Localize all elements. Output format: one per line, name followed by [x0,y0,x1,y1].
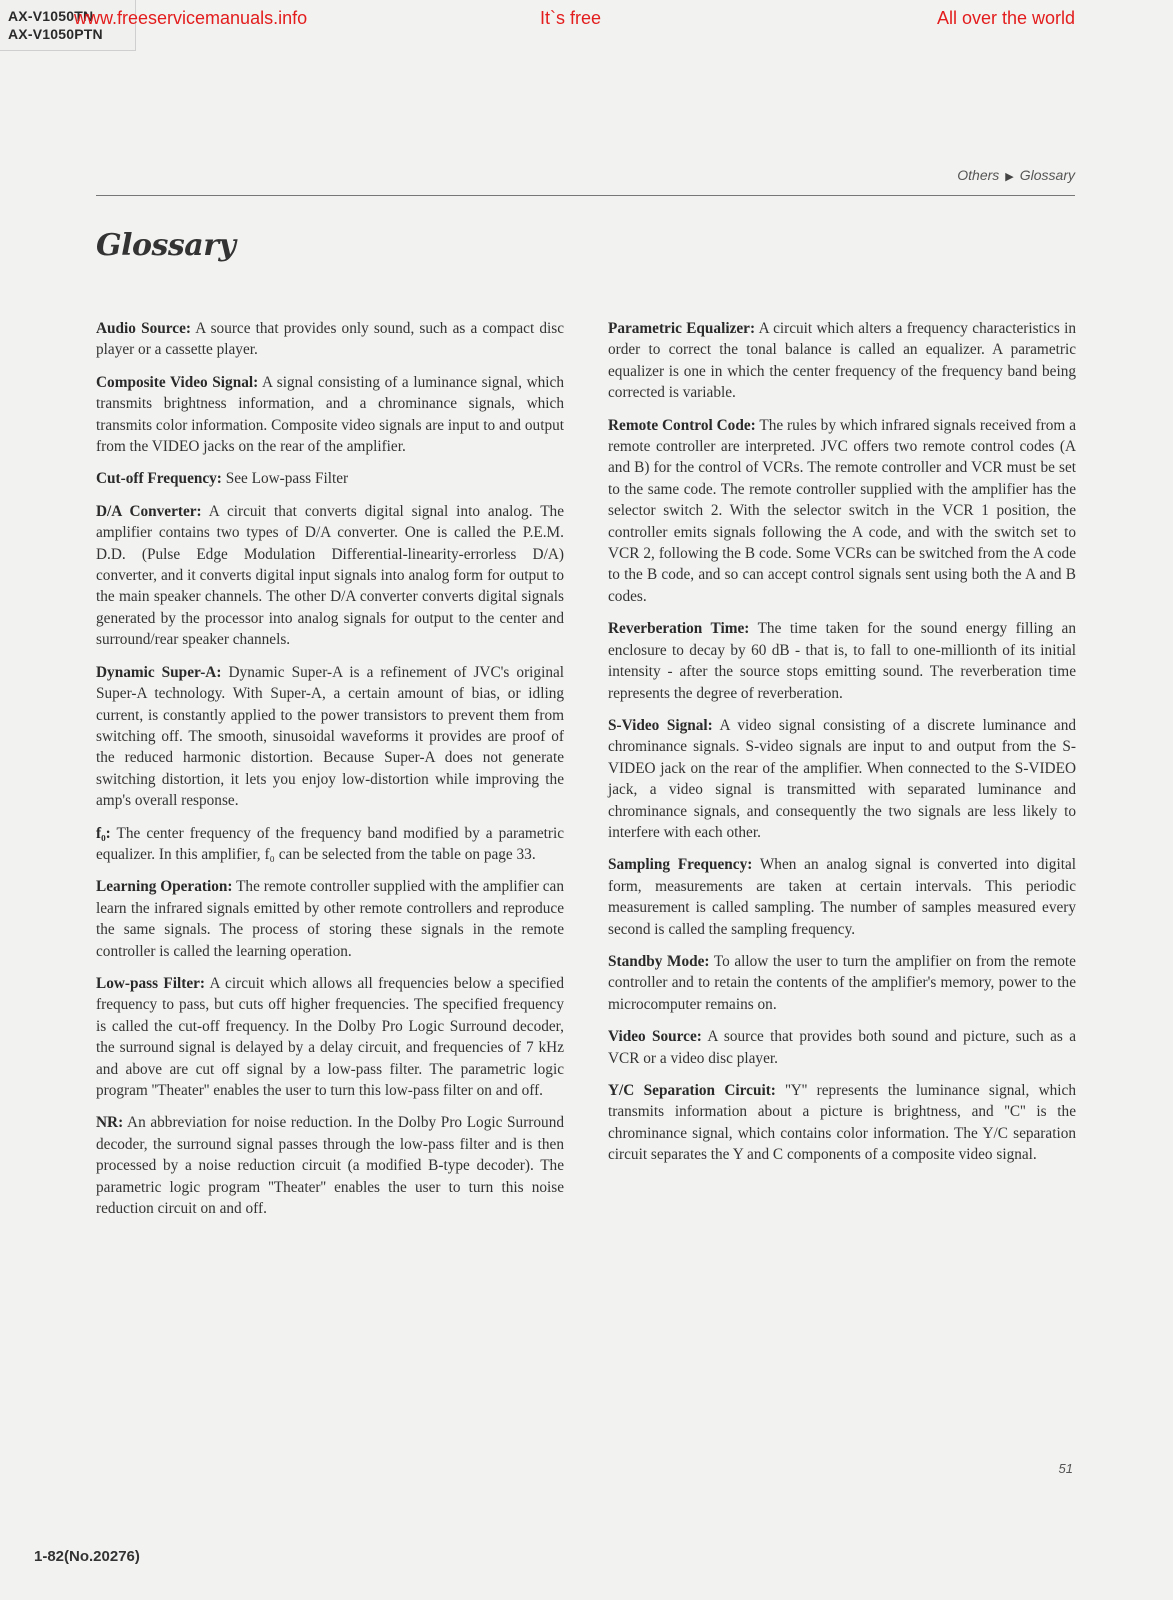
banner-site-link[interactable]: www.freeservicemanuals.info [74,8,308,28]
glossary-entry [608,1080,1076,1166]
glossary-entry [96,468,564,489]
glossary-definition: A circuit which allows all frequencies below a specified frequency to pass, but cuts off higher frequencies. The specified frequency is called the cut-off frequency. In the Dolby Pro Logic Surround decoder, the surround signal is delayed by a delay circuit, and frequencies of 7 kHz and above are cut off signal by a low-pass filter. The parametric logic program ''Theater'' enables the user to turn this low-pass filter on and off. [96,974,564,1099]
page-title: Glossary [96,228,236,263]
glossary-term: Learning Operation: [96,878,233,896]
glossary-definition: A video signal consisting of a discrete luminance and chrominance signals. S-video signals are input to and output from the S-VIDEO jack on the rear of the amplifier. When connected to the S-VIDEO jack, a video signal is transmitted with separated luminance and chrominance signals, and consequently the two signals are less likely to interfere with each other. [608,716,1076,841]
glossary-entry [608,854,1076,940]
glossary-term: NR: [96,1114,124,1132]
model-number: AX-V1050TN [8,8,94,24]
glossary-entry [96,876,564,962]
glossary-term: S-Video Signal: [608,716,713,734]
glossary-definition: A circuit which alters a frequency characteristics in order to correct the tonal balance is called an equalizer. A parametric equalizer is one in which the center frequency of the frequency band being corrected is variable. [608,320,1077,402]
breadcrumb-section: Others [957,167,1000,183]
glossary-term: Cut-off Frequency: [96,470,222,488]
glossary-term: D/A Converter: [96,502,202,520]
glossary-definition: ''Y'' represents the luminance signal, which transmits information about a picture is brightness, and ''C'' is the chrominance signal, which contains color information. The Y/C separation circuit separates the Y and C components of a composite video signal. [608,1082,1076,1164]
glossary-definition: A circuit that converts digital signal into analog. The amplifier contains two types of D/A converter. One is called the P.E.M. D.D. (Pulse Edge Modulation Differential-linearity-errorless D/A) converter, and it converts digital input signals into analog form for output to the main speaker channels. The other D/A converter converts digital signals generated by the processor into analog signals for output to the center and surround/rear speaker channels. [96,502,564,649]
glossary-definition: An abbreviation for noise reduction. In the Dolby Pro Logic Surround decoder, the surround signal passes through the low-pass filter and is then processed by a noise reduction circuit (a modified B-type decoder). The parametric logic program ''Theater'' enables the user to turn this noise reduction circuit on and off. [96,1114,564,1218]
glossary-definition: A source that provides both sound and picture, such as a VCR or a video disc player. [608,1028,1076,1067]
breadcrumb-arrow-icon: ▶ [1005,171,1014,183]
glossary-entry [608,1026,1076,1069]
glossary-entry [608,715,1076,843]
glossary-definition: The center frequency of the frequency band modified by a parametric equalizer. In this amplifier, f₀ can be selected from the table on page 33. [96,824,564,863]
glossary-column-right [608,318,1076,1177]
glossary-column-left [96,318,564,1230]
glossary-term: Sampling Frequency: [608,856,753,874]
glossary-term: Reverberation Time: [608,620,750,638]
glossary-term: Audio Source: [96,320,191,337]
banner-center-text: It`s free [540,8,602,28]
banner-right-text: All over the world [936,8,1075,28]
glossary-definition: The rules by which infrared signals received from a remote controller are interpreted. JVC offers two remote control codes (A and B) for the control of VCRs. The remote controller and VCR must be set to the same code. The remote controller supplied with the amplifier has the selector switch 2. With the selector switch in the VCR 1 position, the controller emits signals following the A code, and with the switch set to VCR 2, following the B code. Some VCRs can be switched from the A code to the B code, and so can accept control signals sent using both the A and B codes. [608,416,1076,605]
glossary-definition: The time taken for the sound energy filling an enclosure to decay by 60 dB - that is, to fall to one-millionth of its initial intensity - after the source stops emitting sound. The reverberation time represents the degree of reverberation. [608,620,1076,702]
glossary-entry [96,662,564,812]
glossary-entry [96,501,564,651]
glossary-entry [608,415,1076,608]
glossary-term: Composite Video Signal: [96,373,259,391]
glossary-term: Video Source: [608,1028,702,1046]
glossary-term: Low-pass Filter: [96,974,206,992]
glossary-definition: A signal consisting of a luminance signal, which transmits brightness information, and a chrominance signals, which transmits color information. Composite video signals are input to and output from the VIDEO jacks on the rear of the amplifier. [96,373,564,456]
glossary-definition: The remote controller supplied with the amplifier can learn the infrared signals emitted by other remote controllers and reproduce the same signals. The process of storing these signals in the remote controller is called the learning operation. [96,878,564,960]
glossary-term: Y/C Separation Circuit: [608,1082,776,1099]
glossary-entry [608,618,1076,704]
glossary-definition: See Low-pass Filter [225,470,349,488]
glossary-entry [96,973,564,1101]
breadcrumb [957,167,1075,183]
glossary-entry [96,823,564,866]
model-number-alt: AX-V1050PTN [8,26,103,42]
glossary-term: f₀: [96,824,111,842]
glossary-entry [96,318,564,361]
document-code: 1-82(No.20276) [34,1548,140,1565]
glossary-entry [96,372,564,458]
page-number: 51 [1058,1461,1073,1476]
glossary-definition: When an analog signal is converted into digital form, measurements are taken at certain intervals. This periodic measurement is called sampling. The number of samples measured every second is called the sampling frequency. [608,856,1076,938]
glossary-term: Remote Control Code: [608,416,756,434]
glossary-term: Parametric Equalizer: [608,320,756,337]
glossary-definition: To allow the user to turn the amplifier on from the remote controller and to retain the contents of the amplifier's memory, power to the microcomputer remains on. [608,952,1076,1013]
glossary-entry [96,1112,564,1219]
header-divider [96,195,1075,196]
breadcrumb-page: Glossary [1019,167,1075,183]
glossary-definition: A source that provides only sound, such as a compact disc player or a cassette player. [96,320,564,359]
glossary-entry [608,951,1076,1015]
glossary-entry [608,318,1076,404]
glossary-term: Standby Mode: [608,952,710,970]
glossary-definition: Dynamic Super-A is a refinement of JVC's original Super-A technology. With Super-A, a certain amount of bias, or idling current, is constantly applied to the power transistors to prevent them from switching off. The smooth, sinusoidal waveforms it provides are proof of the reduced harmonic distortion. Because Super-A does not generate switching distortion, it lets you enjoy low-distortion while improving the amp's overall response. [96,663,565,810]
glossary-term: Dynamic Super-A: [96,663,222,681]
